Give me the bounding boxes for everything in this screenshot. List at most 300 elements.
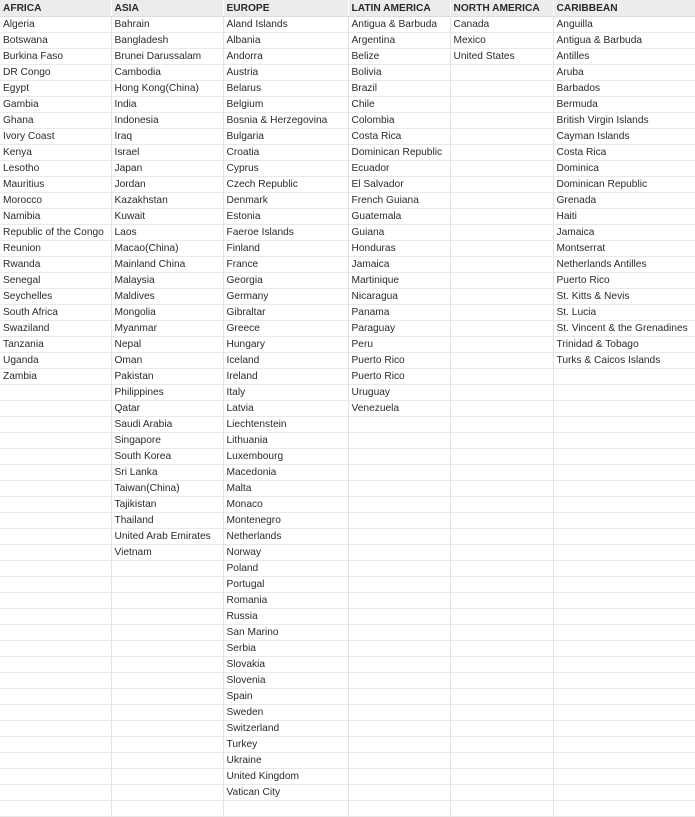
table-row [0,529,695,545]
cell-asia: Bahrain [111,17,223,33]
cell-europe: Hungary [223,337,348,353]
cell-caribbean [553,417,695,433]
cell-asia [111,657,223,673]
cell-north-america [450,785,553,801]
cell-europe: Austria [223,65,348,81]
cell-north-america [450,113,553,129]
cell-north-america: Canada [450,17,553,33]
table-row [0,225,695,241]
cell-caribbean: British Virgin Islands [553,113,695,129]
table-row [0,545,695,561]
cell-latin-america: Jamaica [348,257,450,273]
cell-asia: Singapore [111,433,223,449]
table-row [0,737,695,753]
cell-caribbean [553,577,695,593]
cell-africa: Burkina Faso [0,49,111,65]
cell-caribbean: Dominican Republic [553,177,695,193]
cell-africa [0,497,111,513]
cell-asia: Bangladesh [111,33,223,49]
table-body [0,17,695,817]
cell-africa [0,705,111,721]
cell-africa: Republic of the Congo [0,225,111,241]
cell-latin-america: French Guiana [348,193,450,209]
cell-latin-america [348,561,450,577]
cell-europe: Andorra [223,49,348,65]
table-row [0,17,695,33]
cell-europe: Russia [223,609,348,625]
cell-europe: Luxembourg [223,449,348,465]
table-row [0,177,695,193]
cell-africa: Uganda [0,353,111,369]
cell-europe: Bulgaria [223,129,348,145]
cell-asia: Thailand [111,513,223,529]
cell-north-america: Mexico [450,33,553,49]
cell-north-america [450,545,553,561]
cell-africa: Reunion [0,241,111,257]
cell-asia: Oman [111,353,223,369]
table-row [0,721,695,737]
cell-caribbean [553,385,695,401]
cell-caribbean: Dominica [553,161,695,177]
header-latin-america: LATIN AMERICA [348,0,450,17]
cell-caribbean: Trinidad & Tobago [553,337,695,353]
cell-africa [0,449,111,465]
cell-africa [0,609,111,625]
cell-asia: Indonesia [111,113,223,129]
cell-europe: Poland [223,561,348,577]
table-row [0,337,695,353]
cell-north-america [450,561,553,577]
cell-caribbean: Barbados [553,81,695,97]
cell-latin-america: Belize [348,49,450,65]
cell-europe: Aland Islands [223,17,348,33]
cell-latin-america [348,577,450,593]
cell-north-america [450,177,553,193]
cell-latin-america: Peru [348,337,450,353]
cell-africa [0,401,111,417]
cell-asia: Cambodia [111,65,223,81]
cell-europe: Montenegro [223,513,348,529]
cell-north-america [450,401,553,417]
cell-asia: Maldives [111,289,223,305]
cell-latin-america: Ecuador [348,161,450,177]
header-row [0,0,695,17]
header-africa: AFRICA [0,0,111,17]
cell-africa: Botswana [0,33,111,49]
cell-latin-america [348,705,450,721]
table-row [0,33,695,49]
cell-europe [223,801,348,817]
cell-asia [111,801,223,817]
table-row [0,433,695,449]
cell-europe: Netherlands [223,529,348,545]
cell-europe: Serbia [223,641,348,657]
cell-europe: Slovenia [223,673,348,689]
cell-latin-america [348,641,450,657]
cell-caribbean [553,737,695,753]
cell-latin-america: Brazil [348,81,450,97]
cell-asia [111,561,223,577]
cell-latin-america [348,545,450,561]
cell-latin-america [348,785,450,801]
cell-latin-america [348,513,450,529]
cell-latin-america: Martinique [348,273,450,289]
cell-caribbean [553,657,695,673]
cell-europe: Spain [223,689,348,705]
cell-africa [0,433,111,449]
cell-europe: Switzerland [223,721,348,737]
cell-asia [111,769,223,785]
cell-north-america [450,193,553,209]
cell-north-america: United States [450,49,553,65]
cell-caribbean [553,401,695,417]
cell-caribbean [553,369,695,385]
table-row [0,65,695,81]
cell-north-america [450,737,553,753]
cell-africa: Rwanda [0,257,111,273]
cell-north-america [450,465,553,481]
cell-europe: Turkey [223,737,348,753]
cell-africa [0,689,111,705]
table-row [0,577,695,593]
cell-europe: Iceland [223,353,348,369]
cell-latin-america: Puerto Rico [348,369,450,385]
cell-asia: Mongolia [111,305,223,321]
table-row [0,145,695,161]
table-row [0,113,695,129]
cell-caribbean: Haiti [553,209,695,225]
table-row [0,705,695,721]
cell-asia: Taiwan(China) [111,481,223,497]
cell-europe: Italy [223,385,348,401]
cell-asia: India [111,97,223,113]
cell-caribbean [553,433,695,449]
cell-north-america [450,689,553,705]
table-row [0,257,695,273]
cell-asia: Japan [111,161,223,177]
table-row [0,369,695,385]
cell-caribbean: Aruba [553,65,695,81]
cell-europe: France [223,257,348,273]
cell-caribbean [553,721,695,737]
cell-caribbean: Puerto Rico [553,273,695,289]
cell-africa: DR Congo [0,65,111,81]
cell-north-america [450,385,553,401]
cell-africa: Seychelles [0,289,111,305]
cell-latin-america: Dominican Republic [348,145,450,161]
table-row [0,417,695,433]
cell-africa [0,657,111,673]
cell-caribbean [553,689,695,705]
cell-caribbean [553,481,695,497]
cell-north-america [450,529,553,545]
cell-caribbean: Netherlands Antilles [553,257,695,273]
table-row [0,657,695,673]
cell-caribbean [553,497,695,513]
cell-north-america [450,337,553,353]
cell-north-america [450,657,553,673]
cell-caribbean [553,673,695,689]
cell-latin-america: Costa Rica [348,129,450,145]
cell-africa [0,465,111,481]
cell-europe: Faeroe Islands [223,225,348,241]
cell-africa [0,545,111,561]
cell-caribbean [553,529,695,545]
cell-north-america [450,225,553,241]
cell-latin-america: Panama [348,305,450,321]
cell-europe: Vatican City [223,785,348,801]
cell-asia [111,753,223,769]
table-row [0,353,695,369]
cell-caribbean: Cayman Islands [553,129,695,145]
table-row [0,625,695,641]
cell-latin-america: Uruguay [348,385,450,401]
cell-africa [0,513,111,529]
cell-europe: Belgium [223,97,348,113]
cell-caribbean: Antigua & Barbuda [553,33,695,49]
cell-africa: Ivory Coast [0,129,111,145]
cell-africa: Algeria [0,17,111,33]
table-row [0,465,695,481]
cell-africa: Namibia [0,209,111,225]
cell-caribbean [553,513,695,529]
cell-north-america [450,321,553,337]
cell-caribbean: Jamaica [553,225,695,241]
table-row [0,49,695,65]
cell-caribbean: Anguilla [553,17,695,33]
cell-caribbean: Costa Rica [553,145,695,161]
cell-asia [111,737,223,753]
cell-europe: Lithuania [223,433,348,449]
table-row [0,193,695,209]
cell-africa: Lesotho [0,161,111,177]
cell-north-america [450,769,553,785]
cell-europe: San Marino [223,625,348,641]
cell-europe: Belarus [223,81,348,97]
cell-latin-america: Guatemala [348,209,450,225]
table-row [0,129,695,145]
cell-latin-america [348,433,450,449]
cell-asia [111,785,223,801]
cell-europe: Romania [223,593,348,609]
cell-asia [111,721,223,737]
cell-north-america [450,577,553,593]
cell-europe: Bosnia & Herzegovina [223,113,348,129]
cell-africa [0,593,111,609]
cell-caribbean [553,753,695,769]
cell-africa [0,721,111,737]
cell-north-america [450,513,553,529]
cell-north-america [450,673,553,689]
header-caribbean: CARIBBEAN [553,0,695,17]
table-row [0,689,695,705]
table-row [0,305,695,321]
cell-latin-america: Venezuela [348,401,450,417]
cell-caribbean [553,625,695,641]
cell-caribbean: Turks & Caicos Islands [553,353,695,369]
cell-caribbean [553,641,695,657]
cell-africa [0,625,111,641]
cell-europe: Estonia [223,209,348,225]
table-row [0,513,695,529]
cell-asia: Jordan [111,177,223,193]
cell-asia: Kuwait [111,209,223,225]
cell-north-america [450,145,553,161]
cell-asia: United Arab Emirates [111,529,223,545]
cell-caribbean: Bermuda [553,97,695,113]
cell-caribbean [553,785,695,801]
cell-asia [111,689,223,705]
cell-asia: Kazakhstan [111,193,223,209]
cell-north-america [450,801,553,817]
cell-latin-america [348,769,450,785]
table-row [0,769,695,785]
cell-latin-america [348,609,450,625]
cell-europe: Sweden [223,705,348,721]
cell-europe: Monaco [223,497,348,513]
cell-europe: Czech Republic [223,177,348,193]
cell-africa: South Africa [0,305,111,321]
cell-latin-america [348,593,450,609]
cell-latin-america [348,673,450,689]
cell-caribbean: Antilles [553,49,695,65]
cell-africa [0,417,111,433]
cell-asia: South Korea [111,449,223,465]
cell-latin-america: Argentina [348,33,450,49]
cell-caribbean: Grenada [553,193,695,209]
table-row [0,209,695,225]
cell-north-america [450,209,553,225]
cell-africa: Egypt [0,81,111,97]
cell-europe: Ireland [223,369,348,385]
table-row [0,161,695,177]
table-row [0,401,695,417]
cell-north-america [450,353,553,369]
cell-africa [0,385,111,401]
cell-africa [0,785,111,801]
cell-asia: Nepal [111,337,223,353]
table-row [0,449,695,465]
cell-africa: Morocco [0,193,111,209]
cell-latin-america [348,529,450,545]
cell-europe: United Kingdom [223,769,348,785]
cell-asia: Pakistan [111,369,223,385]
cell-asia [111,577,223,593]
cell-north-america [450,273,553,289]
cell-north-america [450,257,553,273]
cell-asia: Tajikistan [111,497,223,513]
cell-europe: Gibraltar [223,305,348,321]
cell-north-america [450,289,553,305]
cell-asia: Macao(China) [111,241,223,257]
table-row [0,593,695,609]
cell-asia: Sri Lanka [111,465,223,481]
cell-north-america [450,97,553,113]
cell-latin-america: Chile [348,97,450,113]
table-row [0,289,695,305]
cell-asia: Hong Kong(China) [111,81,223,97]
cell-latin-america [348,689,450,705]
cell-latin-america [348,417,450,433]
cell-north-america [450,609,553,625]
cell-africa: Tanzania [0,337,111,353]
cell-africa: Gambia [0,97,111,113]
cell-north-america [450,449,553,465]
cell-africa [0,577,111,593]
cell-africa [0,641,111,657]
cell-latin-america [348,625,450,641]
cell-africa [0,769,111,785]
cell-asia [111,673,223,689]
cell-asia [111,609,223,625]
header-europe: EUROPE [223,0,348,17]
table-row [0,609,695,625]
cell-asia [111,705,223,721]
table-row [0,385,695,401]
table-row [0,641,695,657]
cell-africa: Zambia [0,369,111,385]
cell-europe: Norway [223,545,348,561]
cell-north-america [450,705,553,721]
header-north-america: NORTH AMERICA [450,0,553,17]
cell-caribbean: St. Vincent & the Grenadines [553,321,695,337]
cell-north-america [450,129,553,145]
table-row [0,321,695,337]
table-row [0,785,695,801]
table-row [0,273,695,289]
cell-latin-america [348,721,450,737]
cell-north-america [450,369,553,385]
cell-africa [0,561,111,577]
cell-asia: Vietnam [111,545,223,561]
cell-africa: Senegal [0,273,111,289]
cell-asia: Laos [111,225,223,241]
cell-africa: Kenya [0,145,111,161]
cell-latin-america [348,801,450,817]
cell-africa [0,753,111,769]
cell-latin-america [348,657,450,673]
cell-latin-america: Puerto Rico [348,353,450,369]
cell-latin-america [348,497,450,513]
cell-north-america [450,641,553,657]
cell-caribbean [553,769,695,785]
cell-latin-america [348,465,450,481]
cell-africa: Swaziland [0,321,111,337]
cell-asia [111,593,223,609]
cell-africa [0,673,111,689]
cell-caribbean [553,449,695,465]
cell-asia: Iraq [111,129,223,145]
cell-latin-america: Paraguay [348,321,450,337]
cell-africa [0,529,111,545]
cell-europe: Croatia [223,145,348,161]
cell-north-america [450,417,553,433]
cell-asia: Saudi Arabia [111,417,223,433]
cell-europe: Liechtenstein [223,417,348,433]
cell-north-america [450,81,553,97]
cell-europe: Georgia [223,273,348,289]
cell-latin-america [348,753,450,769]
cell-north-america [450,433,553,449]
cell-caribbean: Montserrat [553,241,695,257]
cell-europe: Slovakia [223,657,348,673]
table-row [0,81,695,97]
table-row [0,497,695,513]
cell-latin-america: Guiana [348,225,450,241]
cell-asia: Myanmar [111,321,223,337]
cell-africa [0,801,111,817]
cell-latin-america [348,481,450,497]
